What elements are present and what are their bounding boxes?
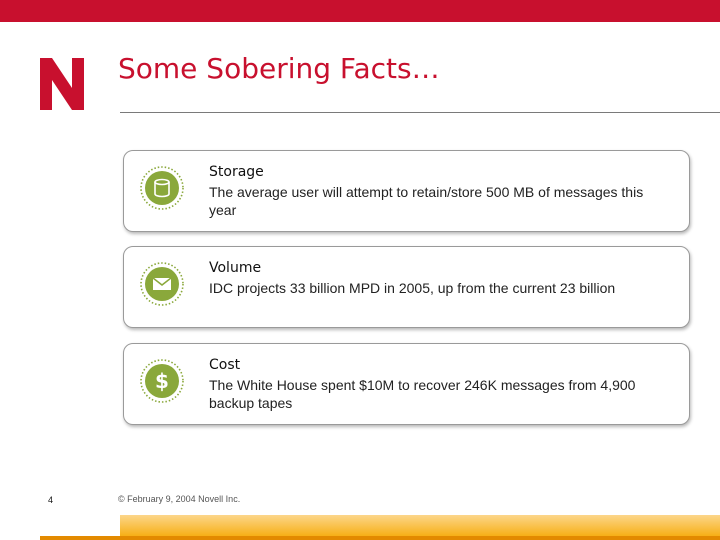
fact-card-cost xyxy=(123,343,690,425)
svg-text:$: $ xyxy=(155,369,169,393)
dollar-icon xyxy=(140,359,184,403)
footer-line xyxy=(40,536,720,540)
copyright-notice: © February 9, 2004 Novell Inc. xyxy=(118,494,241,504)
fact-text: The average user will attempt to retain/store 500 MB of messages this year xyxy=(209,184,644,218)
fact-heading: Storage xyxy=(209,164,264,180)
title-divider xyxy=(120,112,720,113)
fact-heading: Volume xyxy=(209,260,262,276)
database-icon xyxy=(140,166,184,210)
slide-title: Some Sobering Facts… xyxy=(118,52,440,85)
fact-card-volume xyxy=(123,246,690,328)
envelope-icon xyxy=(140,262,184,306)
novell-logo xyxy=(40,58,84,110)
slide-number: 4 xyxy=(48,495,54,505)
fact-card-storage xyxy=(123,150,690,232)
top-banner xyxy=(0,0,720,22)
fact-text: The White House spent $10M to recover 246K messages from 4,900 backup tapes xyxy=(209,377,636,411)
fact-text: IDC projects 33 billion MPD in 2005, up from the current 23 billion xyxy=(209,280,616,296)
fact-heading: Cost xyxy=(209,357,241,373)
